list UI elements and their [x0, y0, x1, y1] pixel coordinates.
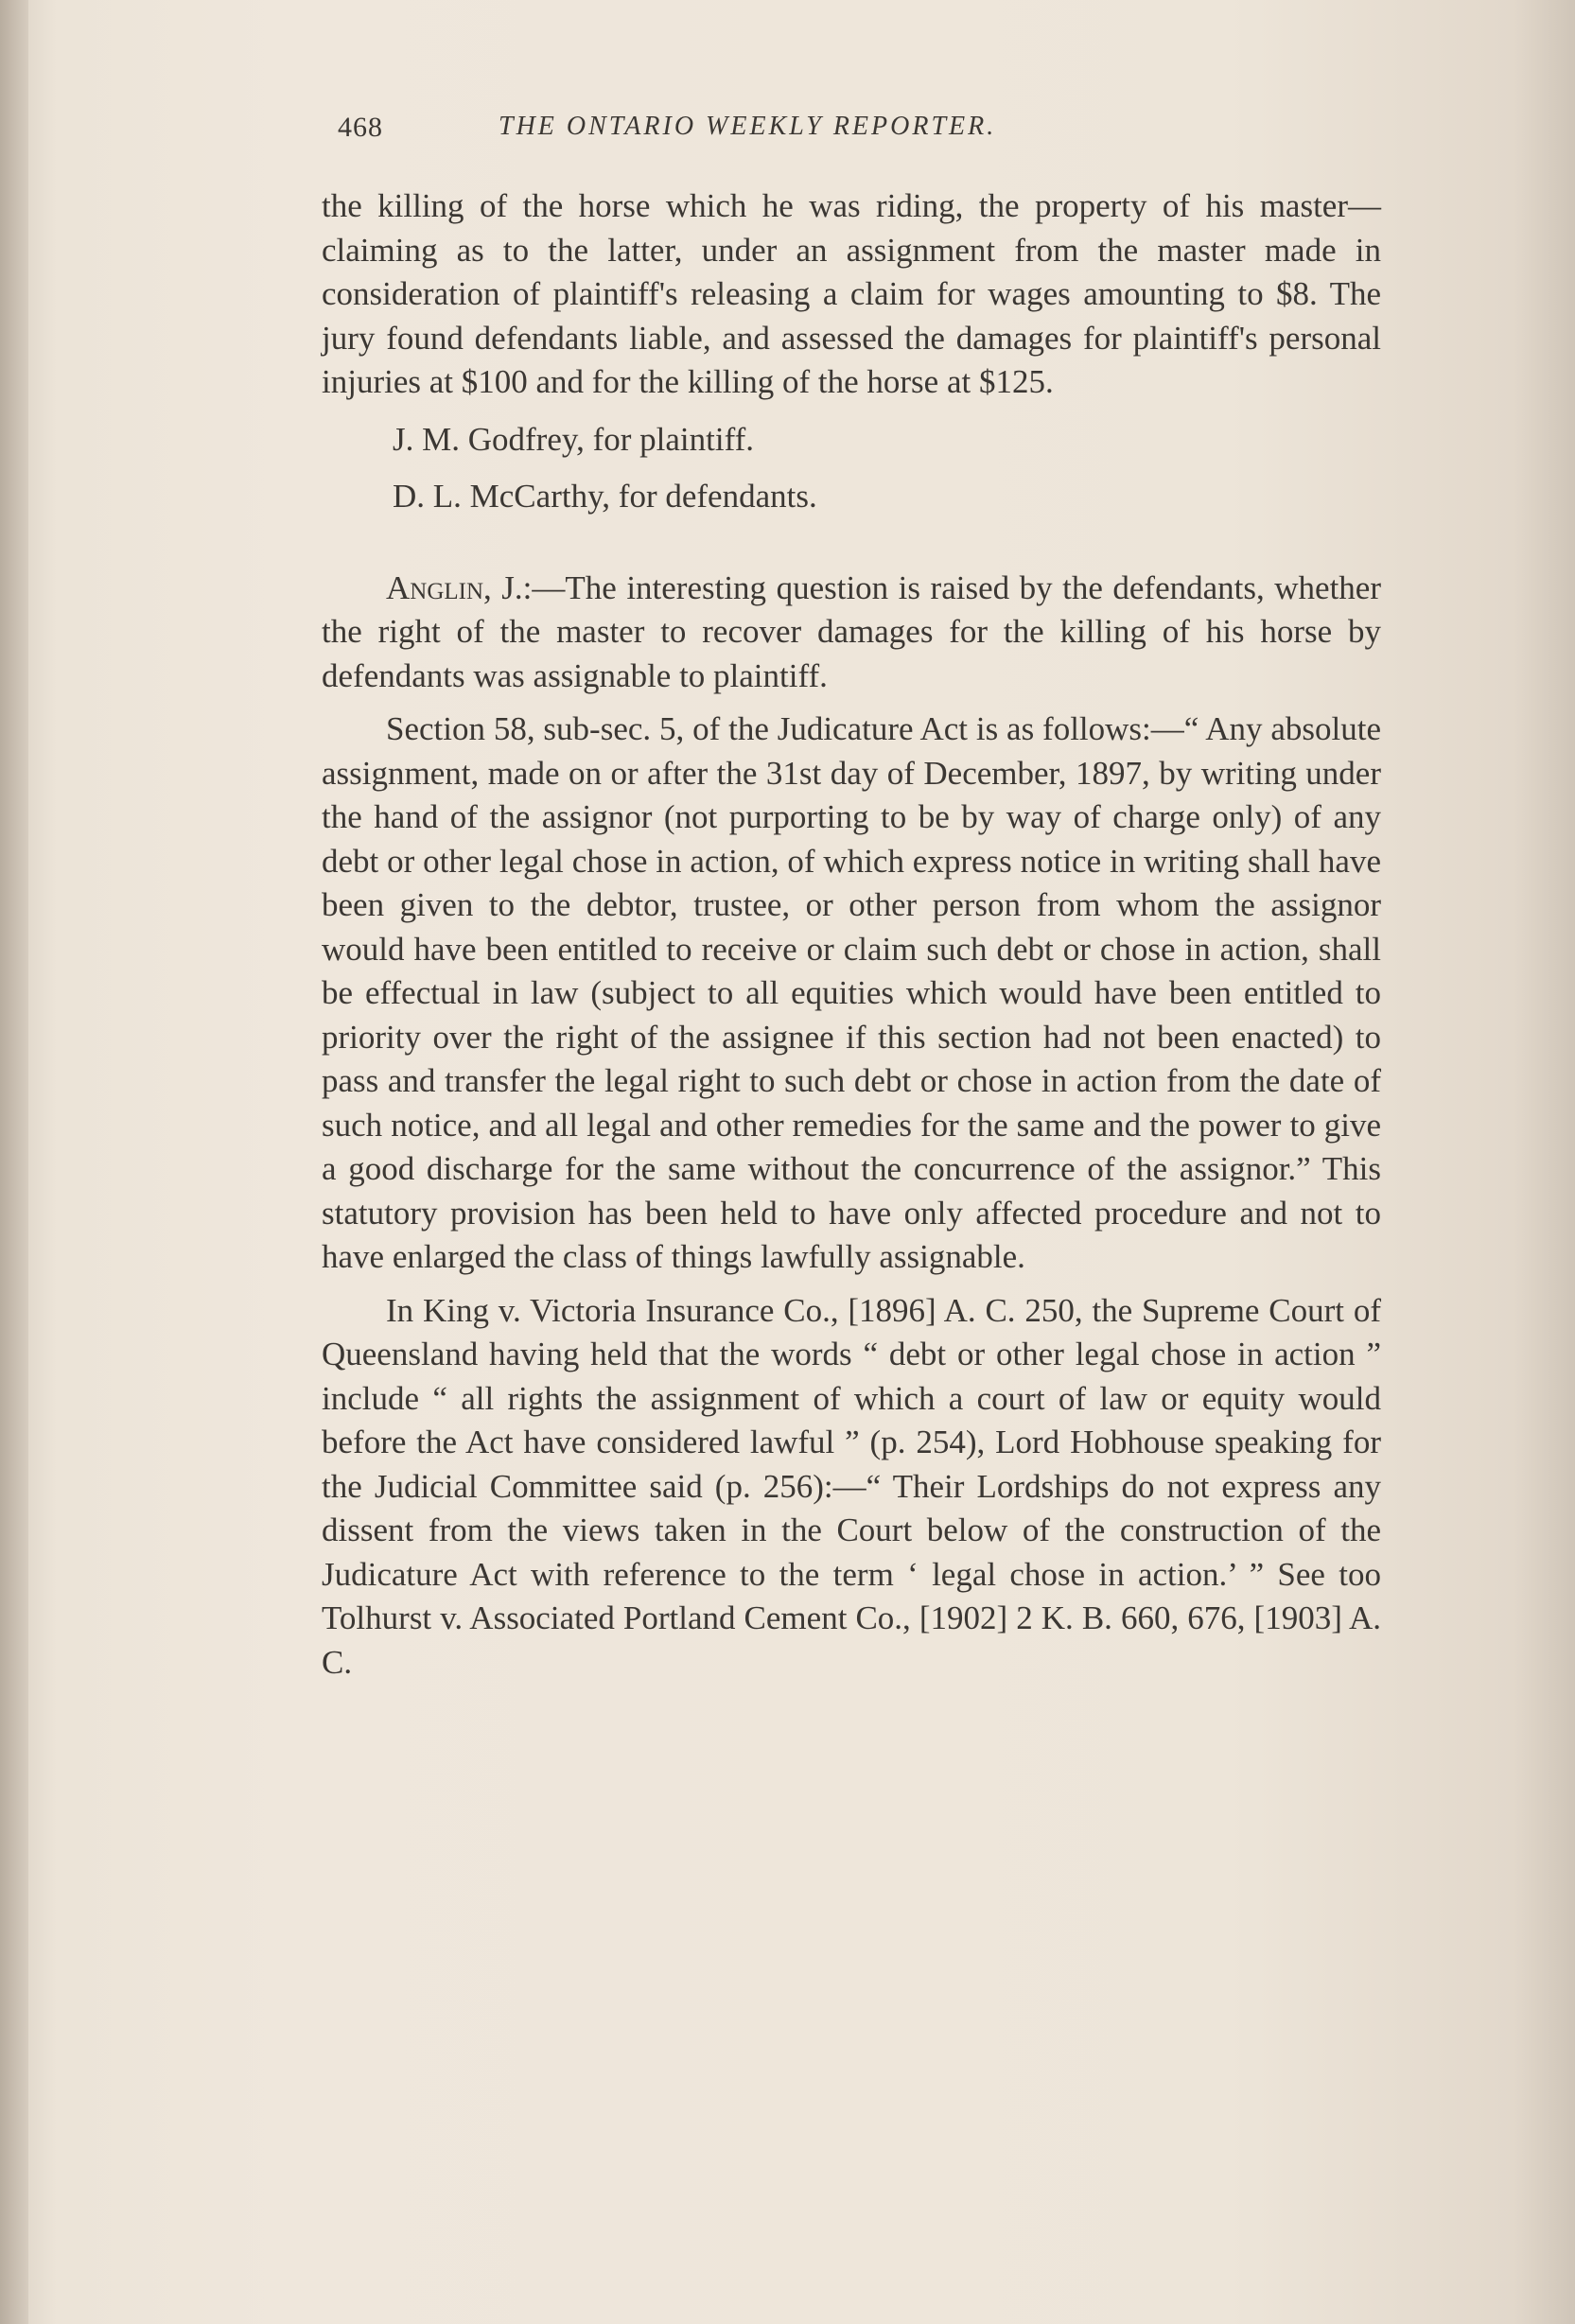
judge-name: Anglin, J.	[386, 568, 523, 606]
judgment-opening-text: :—The interesting question is raised by the defendants, whether the right of the master to recover damages for the killing of his horse by defendants was assignable to plaintiff.	[322, 568, 1381, 694]
paragraph-judgment-opening	[322, 567, 1381, 699]
counsel-defendants: D. L. McCarthy, for defendants.	[393, 478, 817, 515]
paragraph-facts: the killing of the horse which he was riding, the property of his master—claiming as to the latter, under an assignment from the master made in consideration of plaintiff's releasing a claim for wages amounting to $8. The jury found defendants liable, and assessed the damages for plaintiff's personal injuries at $100 and for the killing of the horse at $125.	[322, 187, 1381, 400]
page-body	[322, 184, 1381, 1685]
paragraph-case-law: In King v. Victoria Insurance Co., [1896] A. C. 250, the Supreme Court of Queensland having held that the words “ debt or other legal chose in action ” include “ all rights the assignment of which a court of law or equity would before the Act have considered lawful ” (p. 254), Lord Hobhouse speaking for the Judicial Committee said (p. 256):—“ Their Lordships do not express any dissent from the views taken in the Court below of the construction of the Judicature Act with reference to the term ‘ legal chose in action.’ ” See too Tolhurst v. Associated Portland Cement Co., [1902] 2 K. B. 660, 676, [1903] A. C.	[322, 1291, 1381, 1681]
book-spine-shadow	[0, 0, 28, 2324]
paragraph-statute: Section 58, sub-sec. 5, of the Judicature Act is as follows:—“ Any absolute assignment, made on or after the 31st day of December, 1897, by writing under the hand of the assignor (not purporting to be by way of charge only) of any debt or other legal chose in action, of which express notice in writing shall have been given to the debtor, trustee, or other person from whom the assignor would have been entitled to receive or claim such debt or chose in action, shall be effectual in law (subject to all equities which would have been entitled to priority over the right of the assignee if this section had not been enacted) to pass and transfer the legal right to such debt or chose in action from the date of such notice, and all legal and other remedies for the same and the power to give a good discharge for the same without the concurrence of the assignor.” This statutory provision has been held to have only affected procedure and not to have enlarged the class of things lawfully assignable.	[322, 710, 1381, 1275]
page-number: 468	[338, 112, 383, 143]
running-head: THE ONTARIO WEEKLY REPORTER.	[499, 112, 997, 141]
counsel-plaintiff: J. M. Godfrey, for plaintiff.	[393, 420, 755, 458]
